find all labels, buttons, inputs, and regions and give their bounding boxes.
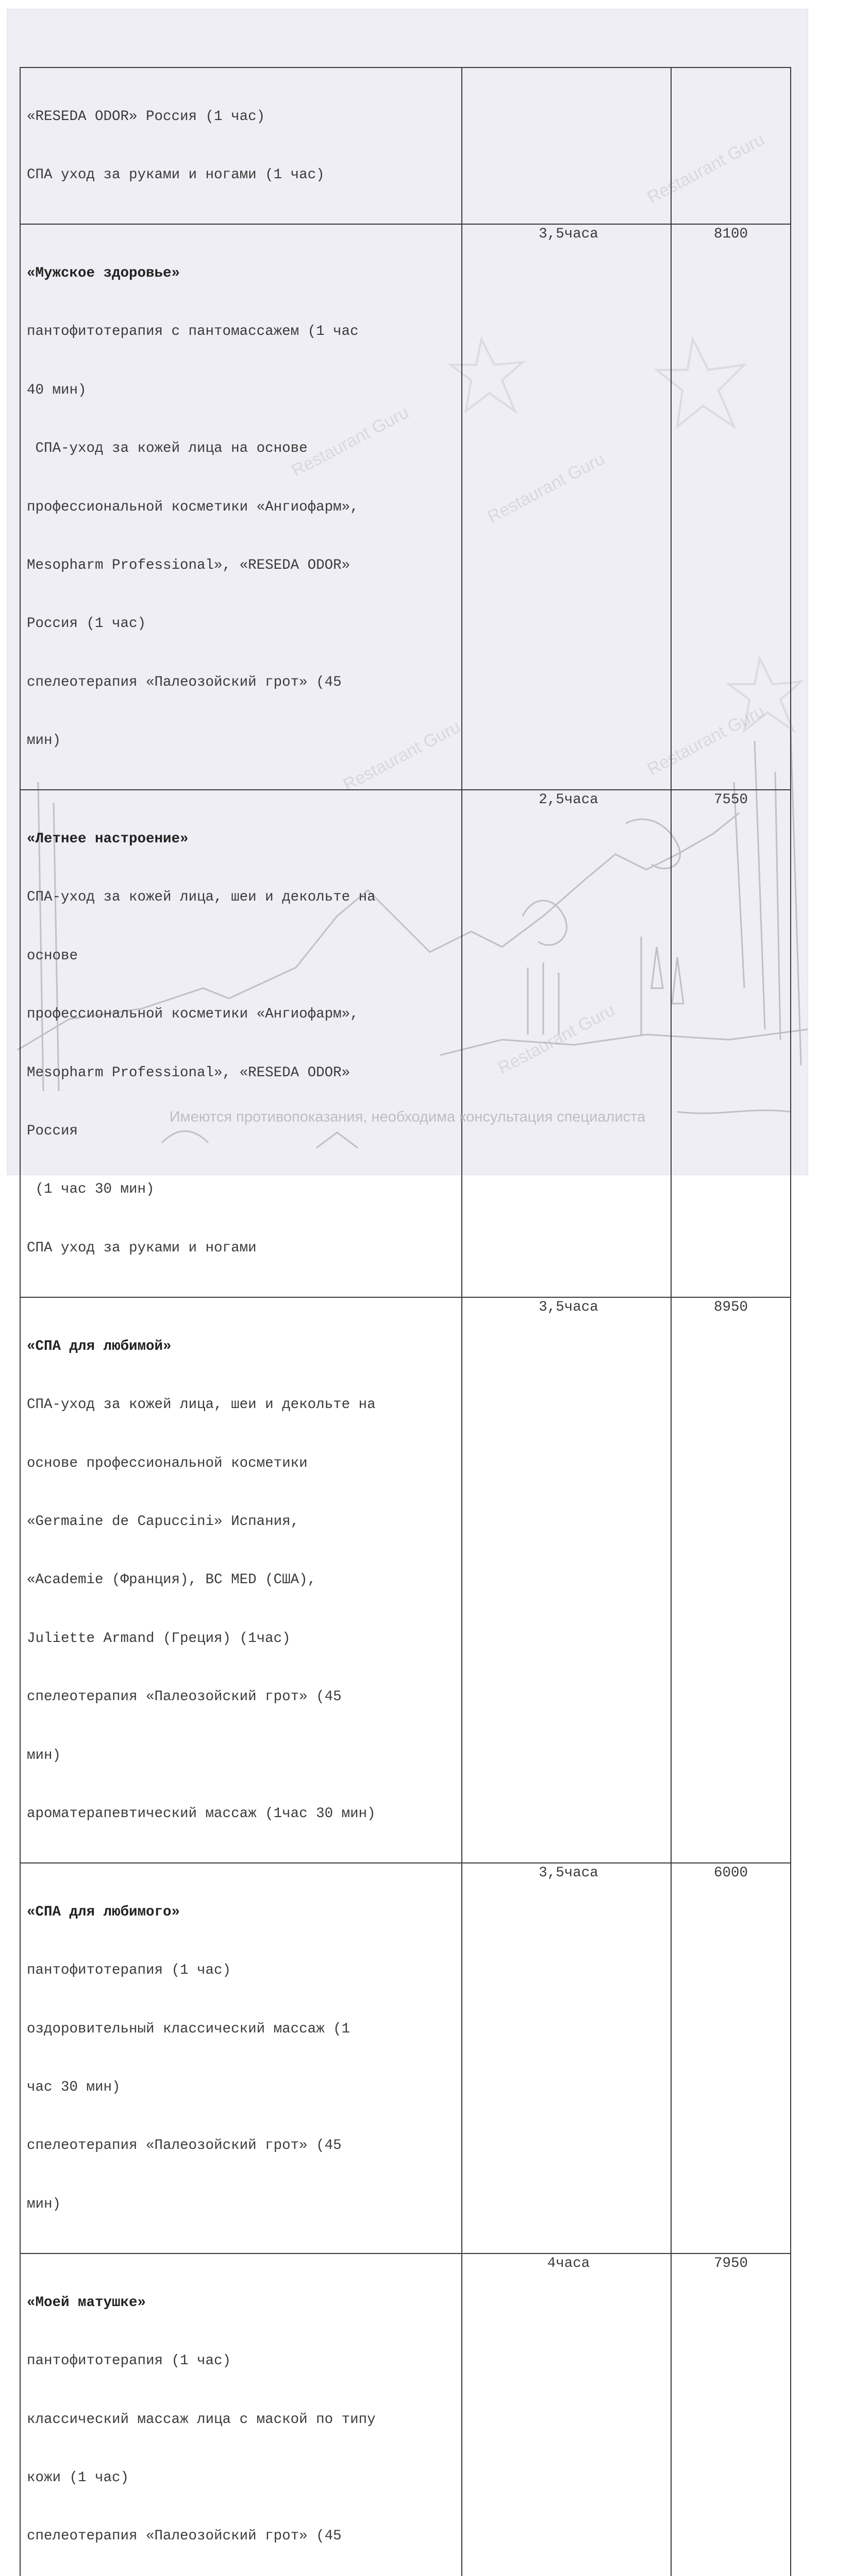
watermark-text: Restaurant Guru	[288, 402, 412, 481]
price-cell: 8100	[671, 224, 791, 790]
price-cell: 6000	[671, 1863, 791, 2253]
program-detail-line: «Germaine de Capuccini» Испания,	[27, 1513, 299, 1530]
watermark-text: Restaurant Guru	[484, 449, 608, 527]
program-detail-line: основе профессиональной косметики	[27, 1455, 308, 1471]
scanned-page	[7, 9, 808, 2545]
program-detail-line: «Academie (Франция), BC MED (США),	[27, 1572, 316, 1588]
program-description-cell	[20, 224, 462, 790]
duration-cell: 2,5часа	[462, 790, 671, 1297]
program-detail-line: час 30 мин)	[27, 2079, 121, 2096]
table-row	[20, 790, 791, 1297]
program-detail-line: спелеотерапия «Палеозойский грот» (45	[27, 674, 342, 690]
watermark-text: Restaurant Guru	[644, 129, 768, 208]
watermark-text: Restaurant Guru	[494, 1000, 619, 1078]
program-description-cell	[20, 790, 462, 1297]
duration-cell	[462, 67, 671, 224]
program-detail-line: мин)	[27, 2196, 61, 2212]
program-detail-line: 40 мин)	[27, 382, 87, 398]
program-detail-line: Россия	[27, 1123, 78, 1140]
program-detail-line: Juliette Armand (Греция) (1час)	[27, 1630, 291, 1647]
spa-program-price-table	[20, 67, 791, 2576]
table-row	[20, 1863, 791, 2253]
program-detail-line: пантофитотерапия (1 час)	[27, 2353, 231, 2369]
program-detail-line: классический массаж лица с маской по типу	[27, 2411, 376, 2428]
program-detail-line: Mesopharm Professional», «RESEDA ODOR»	[27, 1064, 350, 1081]
program-detail-line: СПА-уход за кожей лица, шеи и декольте на	[27, 889, 376, 906]
program-detail-line: (1 час 30 мин)	[27, 1181, 155, 1198]
program-detail-line: спелеотерапия «Палеозойский грот» (45	[27, 2528, 342, 2545]
table-row	[20, 1297, 791, 1863]
program-detail-line: основе	[27, 947, 78, 964]
duration-cell: 4часа	[462, 2253, 671, 2576]
watermark-text: Restaurant Guru	[644, 701, 768, 779]
program-detail-line: оздоровительный классический массаж (1	[27, 2021, 350, 2037]
program-detail-line: мин)	[27, 1747, 61, 1764]
duration-cell: 3,5часа	[462, 1297, 671, 1863]
program-detail-line: ароматерапевтический массаж (1час 30 мин)	[27, 1805, 376, 1822]
table-row	[20, 67, 791, 224]
program-title: «СПА для любимой»	[27, 1338, 172, 1354]
program-title: «Мужское здоровье»	[27, 265, 180, 281]
program-detail-line: СПА уход за руками и ногами	[27, 1240, 257, 1256]
program-detail-line: Россия (1 час)	[27, 616, 146, 632]
price-cell: 8950	[671, 1297, 791, 1863]
program-detail-line: мин)	[27, 733, 61, 749]
program-description-cell	[20, 2253, 462, 2576]
program-detail-line: «RESEDA ODOR» Россия (1 час)	[27, 108, 265, 125]
program-detail-line: пантофитотерапия с пантомассажем (1 час	[27, 324, 359, 340]
contraindications-note: Имеются противопоказания, необходима консультация специалиста	[169, 1109, 646, 1125]
program-detail-line: СПА-уход за кожей лица на основе	[27, 440, 308, 457]
program-detail-line: профессиональной косметики «Ангиофарм»,	[27, 1006, 359, 1023]
program-detail-line: спелеотерапия «Палеозойский грот» (45	[27, 1689, 342, 1705]
program-detail-line: профессиональной косметики «Ангиофарм»,	[27, 499, 359, 515]
program-description-cell	[20, 67, 462, 224]
program-title: «Моей матушке»	[27, 2294, 146, 2311]
program-detail-line: спелеотерапия «Палеозойский грот» (45	[27, 2138, 342, 2154]
program-title: «СПА для любимого»	[27, 1904, 180, 1920]
duration-cell: 3,5часа	[462, 224, 671, 790]
program-title: «Летнее настроение»	[27, 831, 189, 848]
price-cell: 7950	[671, 2253, 791, 2576]
program-detail-line: кожи (1 час)	[27, 2470, 129, 2486]
watermark-text: Restaurant Guru	[340, 717, 464, 795]
program-detail-line: СПА-уход за кожей лица, шеи и декольте на	[27, 1397, 376, 1413]
program-detail-line: пантофитотерапия (1 час)	[27, 1962, 231, 1979]
table-row	[20, 224, 791, 790]
program-detail-line: СПА уход за руками и ногами (1 час)	[27, 166, 325, 183]
program-description-cell	[20, 1297, 462, 1863]
program-description-cell	[20, 1863, 462, 2253]
price-cell: 7550	[671, 790, 791, 1297]
table-row	[20, 2253, 791, 2576]
duration-cell: 3,5часа	[462, 1863, 671, 2253]
program-detail-line: Mesopharm Professional», «RESEDA ODOR»	[27, 557, 350, 573]
price-cell	[671, 67, 791, 224]
